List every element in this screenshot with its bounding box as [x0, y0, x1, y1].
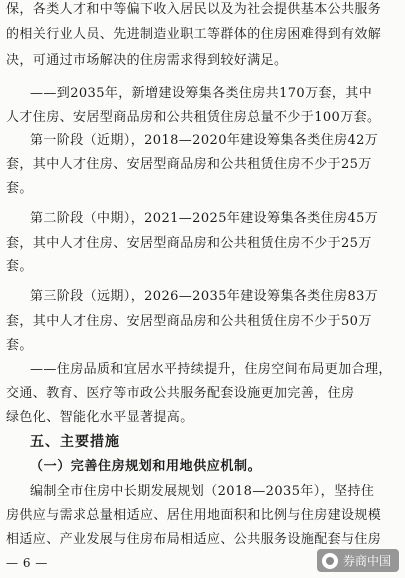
body-line: 交通、教育、医疗等市政公共服务配套设施更加完善，住房 — [6, 386, 355, 401]
body-line: 套，其中人才住房、安居型商品房和公共租赁住房不少于25万 — [6, 157, 372, 172]
body-line: 第二阶段（中期），2021—2025年建设筹集各类住房45万 — [30, 211, 379, 226]
body-line: ——到2035年，新增建设筹集各类住房共170万套，其中 — [30, 86, 373, 101]
body-line: 保，各类人才和中等偏下收入居民以及为社会提供基本公共服务 — [6, 2, 382, 17]
wechat-logo-icon — [322, 553, 338, 569]
body-line: 套，其中人才住房、安居型商品房和公共租赁住房不少于25万 — [6, 236, 372, 251]
body-line: 套。 — [6, 181, 33, 196]
body-line: 房供应与需求总量相适应、居住用地面积和比例与住房建设规模 — [6, 508, 382, 523]
watermark — [317, 549, 399, 572]
body-line: ——住房品质和宜居水平持续提升，住房空间布局更加合理， — [30, 362, 392, 377]
body-line: 绿色化、智能化水平显著提高。 — [6, 410, 194, 425]
watermark-text: 券商中国 — [342, 554, 391, 568]
body-line: 相适应、产业发展与住房布局相适应、公共服务设施配套与住房 — [6, 532, 382, 547]
subsection-heading: （一）完善住房规划和用地供应机制。 — [30, 459, 262, 474]
body-line: 套。 — [6, 259, 33, 274]
body-line: 的相关行业人员、先进制造业职工等群体的住房困难得到有效解 — [6, 27, 382, 42]
body-line: 套，其中人才住房、安居型商品房和公共租赁住房不少于50万 — [6, 314, 372, 329]
body-line: 决，可通过市场解决的住房需求得到较好满足。 — [6, 53, 288, 68]
body-line: 编制全市住房中长期发展规划（2018—2035年），坚持住 — [30, 484, 375, 499]
page-number: — 6 — — [6, 556, 48, 570]
body-line: 套。 — [6, 338, 33, 353]
body-line: 人才住房、安居型商品房和公共租赁住房总量不少于100万套。 — [6, 110, 381, 125]
body-line: 第一阶段（近期），2018—2020年建设筹集各类住房42万 — [30, 133, 379, 148]
body-line: 第三阶段（远期），2026—2035年建设筹集各类住房83万 — [30, 289, 379, 304]
section-heading: 五、主要措施 — [30, 434, 120, 450]
